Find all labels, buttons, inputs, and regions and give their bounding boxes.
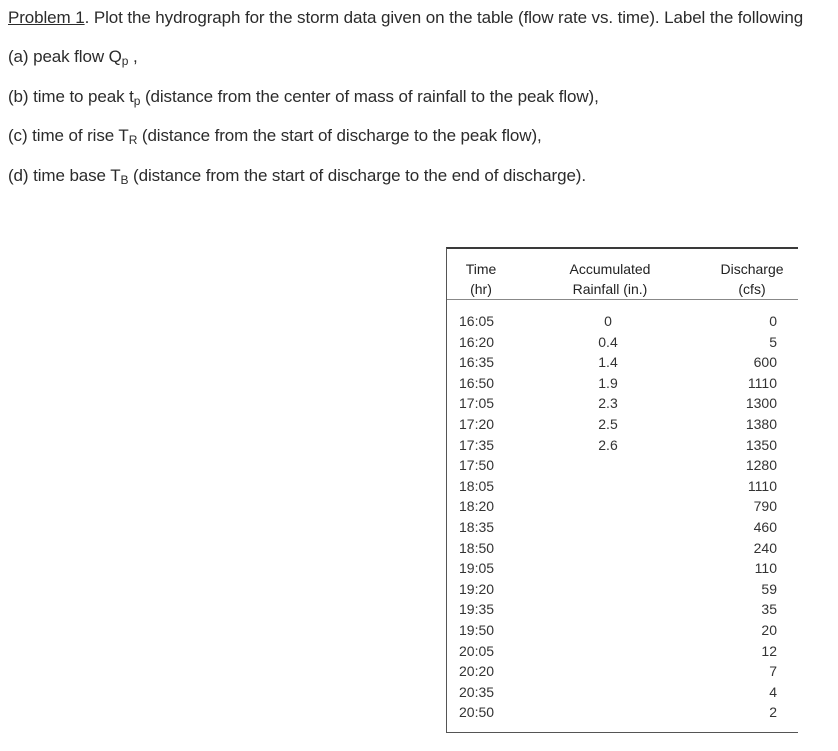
time-cell: 16:35: [459, 354, 495, 371]
header-discharge-line1: Discharge: [720, 261, 784, 277]
header-rainfall-line1: Accumulated: [569, 261, 651, 277]
item-d-text: (d) time base T: [8, 166, 121, 185]
discharge-cell: 12: [761, 642, 777, 659]
time-cell: 19:50: [459, 621, 495, 638]
header-time: [455, 259, 507, 299]
item-c: [8, 126, 542, 146]
discharge-cell: 20: [761, 621, 777, 638]
discharge-cell: 35: [761, 601, 777, 618]
discharge-cell: 1300: [745, 395, 777, 412]
storm-data-table: [446, 247, 798, 733]
time-cell: 20:50: [459, 704, 495, 721]
discharge-column: [727, 311, 777, 723]
header-discharge-line2: (cfs): [738, 281, 766, 297]
header-discharge: [709, 259, 795, 299]
header-divider: [447, 299, 798, 300]
item-b: [8, 87, 599, 107]
rainfall-cell: 1.4: [598, 354, 618, 371]
item-a-text: (a) peak flow Q: [8, 47, 122, 66]
item-b-suffix: (distance from the center of mass of rainfall to the peak flow),: [140, 87, 599, 106]
discharge-cell: 2: [769, 704, 777, 721]
discharge-cell: 600: [753, 354, 777, 371]
time-cell: 16:05: [459, 313, 495, 329]
item-b-text: (b) time to peak t: [8, 87, 134, 106]
time-cell: 20:35: [459, 683, 495, 700]
header-rainfall-line2: Rainfall (in.): [572, 281, 648, 297]
item-a-suffix: ,: [128, 47, 138, 66]
problem-intro: . Plot the hydrograph for the storm data given on the table (flow rate vs. time). Label the following: [84, 8, 804, 27]
item-c-text: (c) time of rise T: [8, 126, 129, 145]
discharge-cell: 1350: [745, 436, 777, 453]
time-cell: 17:20: [459, 415, 495, 432]
rainfall-cell: 2.5: [598, 415, 618, 432]
item-b-subscript: p: [133, 94, 141, 108]
time-cell: 16:20: [459, 333, 495, 350]
time-cell: 18:50: [459, 539, 495, 556]
problem-label: Problem 1: [8, 8, 85, 27]
item-a-subscript: p: [121, 54, 129, 68]
discharge-cell: 59: [761, 580, 777, 597]
time-cell: 17:50: [459, 457, 495, 474]
problem-heading: [8, 8, 803, 28]
item-d-suffix: (distance from the start of discharge to the end of discharge).: [128, 166, 586, 185]
time-cell: 20:20: [459, 663, 495, 680]
discharge-cell: 4: [769, 683, 777, 700]
rainfall-column: [585, 311, 631, 455]
header-time-line2: (hr): [470, 281, 492, 297]
discharge-cell: 110: [754, 560, 777, 577]
time-cell: 17:35: [459, 436, 495, 453]
discharge-cell: 1110: [747, 477, 777, 494]
time-cell: 19:20: [459, 580, 495, 597]
time-cell: 17:05: [459, 395, 495, 412]
rainfall-cell: 0.4: [598, 333, 618, 350]
rainfall-cell: 2.3: [598, 395, 618, 412]
discharge-cell: 1280: [745, 457, 777, 474]
rainfall-cell: 1.9: [598, 374, 618, 391]
time-cell: 16:50: [459, 374, 495, 391]
time-cell: 18:35: [459, 518, 495, 535]
time-cell: 19:05: [459, 560, 495, 577]
item-a: [8, 47, 138, 67]
rainfall-cell: 2.6: [598, 436, 618, 453]
discharge-cell: 240: [753, 539, 777, 556]
discharge-cell: 0: [769, 313, 777, 329]
discharge-cell: 790: [753, 498, 777, 515]
header-rainfall: [555, 259, 665, 299]
time-cell: 18:20: [459, 498, 495, 515]
header-time-line1: Time: [465, 261, 497, 277]
time-cell: 20:05: [459, 642, 495, 659]
time-cell: 18:05: [459, 477, 495, 494]
item-d-subscript: B: [120, 173, 129, 187]
discharge-cell: 1110: [747, 374, 777, 391]
discharge-cell: 460: [753, 518, 777, 535]
time-cell: 19:35: [459, 601, 495, 618]
item-c-suffix: (distance from the start of discharge to the peak flow),: [137, 126, 542, 145]
item-c-subscript: R: [128, 133, 138, 147]
rainfall-cell: 0: [604, 313, 612, 329]
time-column: [459, 311, 519, 723]
item-d: [8, 166, 586, 186]
discharge-cell: 1380: [745, 415, 777, 432]
discharge-cell: 5: [769, 333, 777, 350]
discharge-cell: 7: [769, 663, 777, 680]
